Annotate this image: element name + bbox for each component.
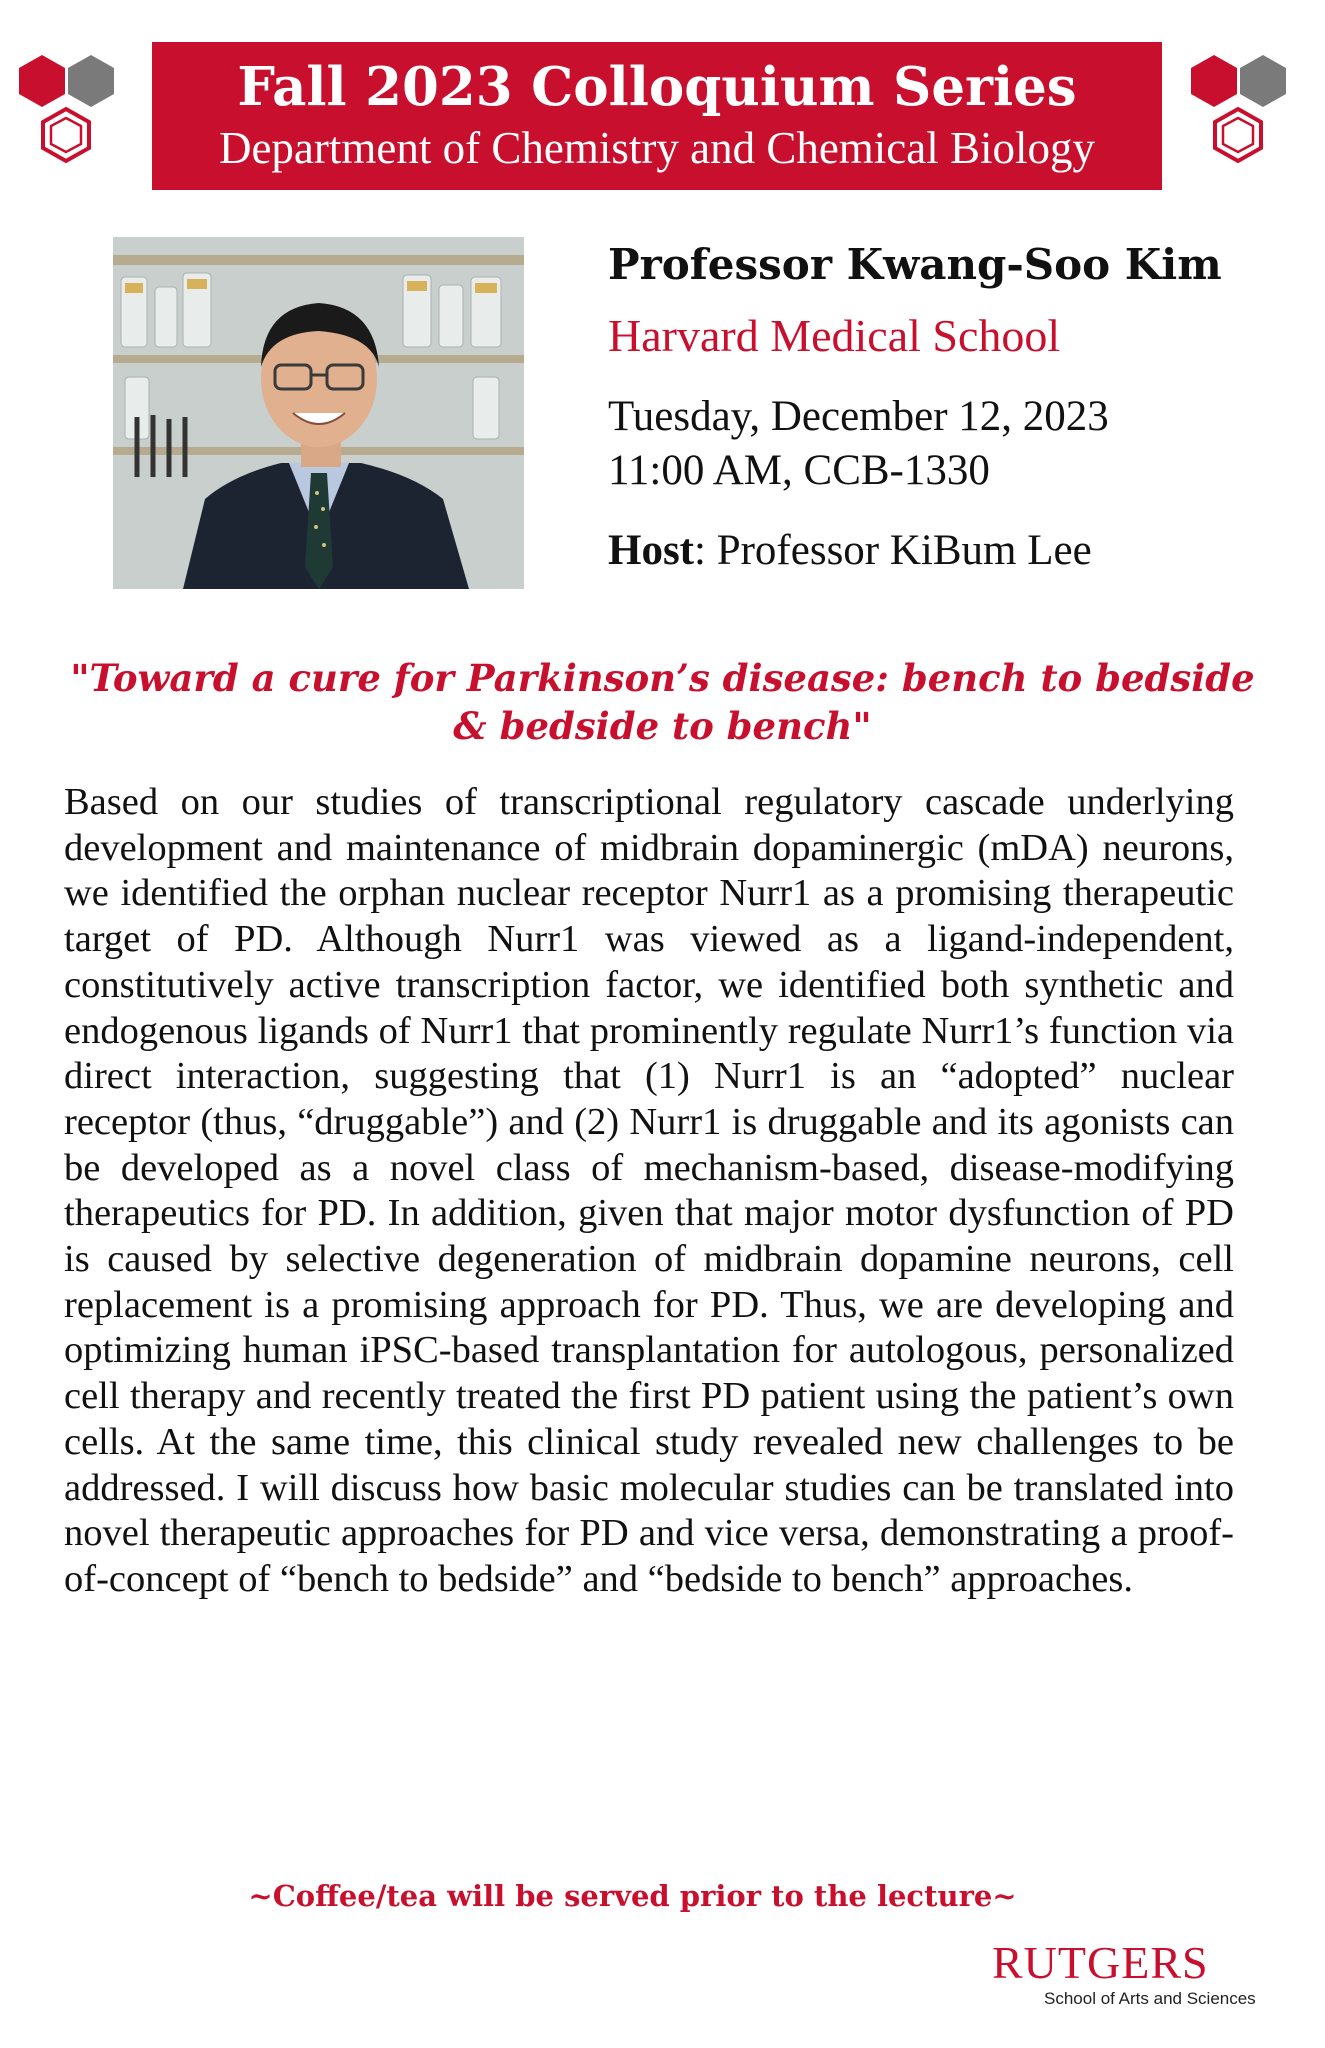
- talk-title: "Toward a cure for Parkinson’s disease: bench to bedside & bedside to bench": [70, 656, 1255, 748]
- department-name: Department of Chemistry and Chemical Biology: [218, 123, 1096, 173]
- refreshments-note: ~Coffee/tea will be served prior to the lecture~: [248, 1879, 1017, 1913]
- event-host: [608, 524, 1298, 578]
- speaker-name: Professor Kwang-Soo Kim: [608, 240, 1222, 289]
- event-time-location: 11:00 AM, CCB-1330: [608, 447, 990, 494]
- host-label: Host: [608, 527, 694, 574]
- rutgers-logo: [990, 1938, 1260, 2028]
- header-banner: [152, 42, 1162, 190]
- talk-abstract: Based on our studies of transcriptional regulatory cascade underlying development and maintenance of midbrain dopaminergic (mDA) neurons, we identified the orphan nuclear receptor Nurr1 as a promising therapeutic target of PD. Although Nurr1 was viewed as a ligand-independent, constitutively active transcription factor, we identified both synthetic and endogenous ligands of Nurr1 that prominently regulate Nurr1’s function via direct interaction, suggesting that (1) Nurr1 is an “adopted” nuclear receptor (thus, “druggable”) and (2) Nurr1 is druggable and its agonists can be developed as a novel class of mechanism-based, disease-modifying therapeutics for PD. In addition, given that major motor dysfunction of PD is caused by selective degeneration of midbrain dopamine neurons, cell replacement is a promising approach for PD. Thus, we are developing and optimizing human iPSC-based transplantation for autologous, personalized cell therapy and recently treated the first PD patient using the patient’s own cells. At the same time, this clinical study revealed new challenges to be addressed. I will discuss how basic molecular studies can be translated into novel therapeutic approaches for PD and vice versa, demonstrating a proof-of-concept of “bench to bedside” and “bedside to bench” approaches.: [64, 781, 1234, 1600]
- event-info: [608, 238, 1298, 578]
- logo-subtitle: School of Arts and Sciences: [1044, 1989, 1256, 2008]
- host-name: Professor KiBum Lee: [716, 527, 1092, 574]
- hexagon-cluster-icon: [6, 52, 138, 182]
- speaker-portrait: [113, 237, 524, 589]
- hexagon-cluster-icon: [1178, 52, 1310, 182]
- speaker-affiliation: Harvard Medical School: [608, 310, 1061, 361]
- event-date: Tuesday, December 12, 2023: [608, 393, 1109, 440]
- series-title: Fall 2023 Colloquium Series: [237, 56, 1077, 118]
- logo-wordmark: RUTGERS: [992, 1937, 1209, 1988]
- host-separator: :: [694, 527, 717, 574]
